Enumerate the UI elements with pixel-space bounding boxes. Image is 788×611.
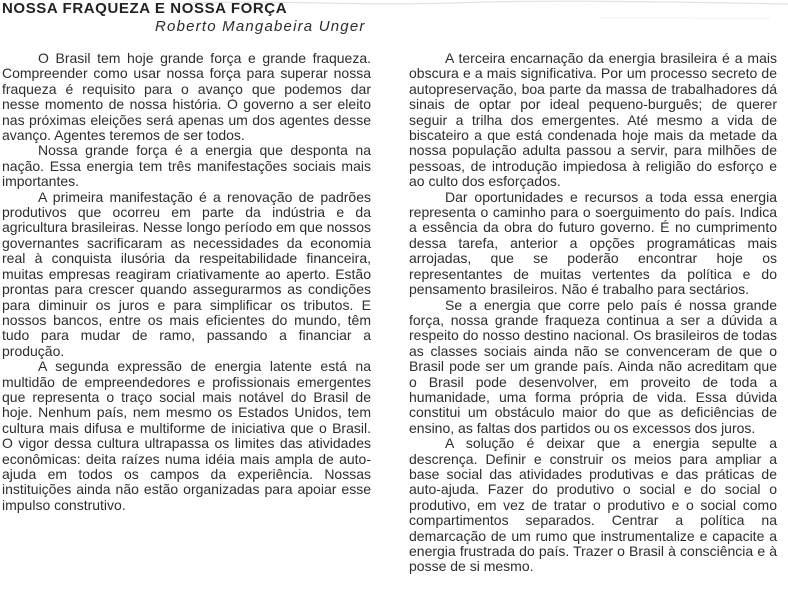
article-author: Roberto Mangabeira Unger [155, 18, 366, 35]
paragraph: Nossa grande força é a energia que desponta na nação. Essa energia tem três manifestações sociais mais importantes. [2, 142, 371, 190]
column-right [409, 51, 777, 575]
paragraph: A segunda expressão de energia latente está na multidão de empreendedores e profissionais emergentes que representa o traço social mais notável do Brasil de hoje. Nenhum país, nem mesmo os Estados Unidos, tem cultura mais difusa e multiforme de iniciativa que o Brasil. O vigor dessa cultura ultrapassa os limites das atividades econômicas: deita raízes numa idéia mais ampla de auto-ajuda em todos os campos da experiência. Nossas instituições ainda não estão organizadas para apoiar esse impulso construtivo. [2, 358, 371, 513]
paragraph: A primeira manifestação é a renovação de padrões produtivos que ocorreu em parte da indústria e da agricultura brasileiras. Nesse longo período em que nossos governantes sacrificaram as necessidades da economia real à conquista ilusória da respeitabilidade financeira, muitas empresas reagiram criativamente ao aperto. Estão prontas para crescer quando assegurarmos as condições para diminuir os juros e para simplificar os tributos. E nossos bancos, entre os mais eficientes do mundo, têm tudo para mudar de ramo, passando a financiar a produção. [2, 188, 371, 359]
paragraph: A solução é deixar que a energia sepulte a descrença. Definir e construir os meios para ampliar a base social das atividades produtivas e das práticas de auto-ajuda. Fazer do produtivo o social e do social o produtivo, em vez de tratar o produtivo e o social como compartimentos separados. Centrar a política na demarcação de um rumo que instrumentalize e capacite a energia frustrada do país. Trazer o Brasil à consciência e à posse de si mesmo. [409, 435, 777, 575]
paragraph: O Brasil tem hoje grande força e grande fraqueza. Compreender como usar nossa força para superar nossa fraqueza é requisito para o avanço que podemos dar nesse momento de nossa história. O governo a ser eleito nas próximas eleições será apenas um dos agentes desse avanço. Agentes teremos de ser todos. [2, 50, 371, 144]
paragraph: Dar oportunidades e recursos a toda essa energia representa o caminho para o soerguimento do país. Indica a essência da obra do futuro governo. É no cumprimento dessa tarefa, anterior a opções programáticas mais arrojadas, que se poderão encontrar hoje os representantes de muitas vertentes da política e do pensamento brasileiros. Não é trabalho para sectários. [409, 188, 777, 298]
column-left [2, 51, 371, 513]
paragraph: A terceira encarnação da energia brasileira é a mais obscura e a mais significativa. Por um processo secreto de autopreservação, boa parte da massa de trabalhadores dá sinais de optar por ideal pequeno-burguês; de querer seguir a trilha dos emergentes. Até mesmo a vida de biscateiro a que está condenada hoje mais da metade da nossa população adulta passou a servir, para milhões de pessoas, de introdução impiedosa à religião do esforço e ao culto dos esforçados. [409, 50, 777, 190]
paragraph: Se a energia que corre pelo país é nossa grande força, nossa grande fraqueza continua a ser a dúvida a respeito do nosso destino nacional. Os brasileiros de todas as classes sociais ainda não se convenceram de que o Brasil pode ser um grande país. Ainda não acreditam que o Brasil pode desenvolver, em proveito de toda a humanidade, uma forma própria de vida. Essa dúvida constitui um obstáculo maior do que as deficiências de ensino, as faltas dos partidos ou os excessos dos juros. [409, 296, 777, 436]
article-title: NOSSA FRAQUEZA E NOSSA FORÇA [2, 0, 288, 17]
